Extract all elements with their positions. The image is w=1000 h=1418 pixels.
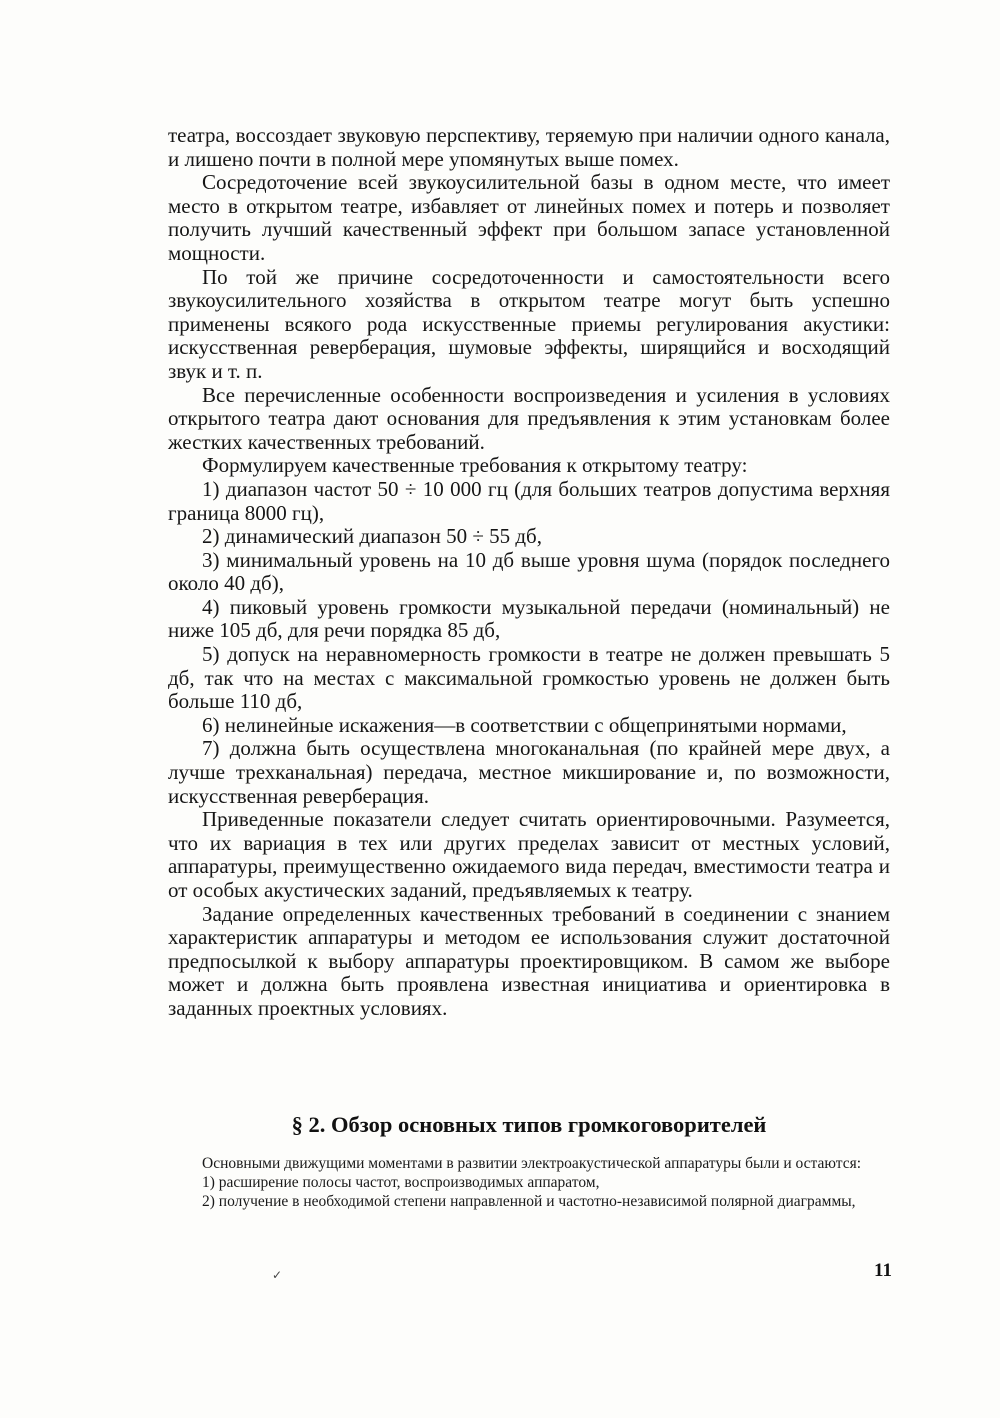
requirement-minimum-level: 3) минимальный уровень на 10 дб выше уровня шума (порядок последнего около 40 дб), (168, 547, 890, 596)
requirement-peak-level: 4) пиковый уровень громкости музыкальной передачи (номинальный) не ниже 105 дб, для речи порядка 85 дб, (168, 594, 890, 643)
paragraph-equipment-selection: Задание определенных качественных требований в соединении с знанием характеристик аппаратуры и методом ее использования служит достаточной предпосылкой к выбору аппаратуры проектировщиком. В самом же выборе может и должна быть проявлена известная инициатива и ориентировка в заданных проектных условиях. (168, 901, 890, 1020)
requirement-frequency-range: 1) диапазон частот 50 ÷ 10 000 гц (для больших театров допустима верхняя граница 8000 гц), (168, 476, 890, 525)
section-list-item-1: 1) расширение полосы частот, воспроизводимых аппаратом, (202, 1174, 600, 1191)
requirement-multichannel: 7) должна быть осуществлена многоканальная (по крайней мере двух, а лучше трехканальная) передача, местное микширование и, по возможности, искусственная реверберация. (168, 736, 890, 808)
page-number: 11 (874, 1260, 892, 1281)
paragraph-requirements-basis: Все перечисленные особенности воспроизведения и усиления в условиях открытого театра дают основания для предъявления к этим установкам более жестких качественных требований. (168, 382, 890, 454)
paragraph-continuation: театра, воссоздает звуковую перспективу, теряемую при наличии одного канала, и лишено почти в полной мере упомянутых выше помех. (168, 123, 890, 171)
paragraph-acoustic-methods: По той же причине сосредоточенности и самостоятельности всего звукоусилительного хозяйства в открытом театре могут быть успешно применены всякого рода искусственные приемы регулирования акустики: искусственная реверберация, шумовые эффекты, ширящийся и восходящий звук и т. п. (168, 264, 890, 383)
requirement-dynamic-range: 2) динамический диапазон 50 ÷ 55 дб, (202, 524, 542, 549)
section-intro-paragraph: Основными движущими моментами в развитии электроакустической аппаратуры были и остаются: (202, 1155, 862, 1172)
paragraph-requirements-intro: Формулируем качественные требования к открытому театру: (202, 453, 748, 478)
section-intro-text (168, 1154, 890, 1211)
scan-mark-icon: ✓ (272, 1268, 283, 1282)
body-text (168, 124, 890, 1021)
paragraph-indicative-values: Приведенные показатели следует считать ориентировочными. Разумеется, что их вариация в тех или других пределах зависит от местных условий, аппаратуры, преимущественно ожидаемого вида передач, вместимости театра и от особых акустических заданий, предъявляемых к театру. (168, 807, 890, 902)
paragraph-centralization: Сосредоточение всей звукоусилительной базы в одном месте, что имеет место в открытом театре, избавляет от линейных помех и потерь и позволяет получить лучший качественный эффект при большом запасе установленной мощности. (168, 170, 890, 265)
section-heading: § 2. Обзор основных типов громкоговорителей (291, 1112, 767, 1137)
requirement-loudness-tolerance: 5) допуск на неравномерность громкости в театре не должен превышать 5 дб, так что на местах с максимальной громкостью уровень не должен быть больше 110 дб, (168, 642, 890, 714)
requirement-nonlinear-distortion: 6) нелинейные искажения—в соответствии с общепринятыми нормами, (202, 712, 847, 737)
section-list-item-2: 2) получение в необходимой степени направленной и частотно-независимой полярной диаграммы, (202, 1193, 856, 1210)
